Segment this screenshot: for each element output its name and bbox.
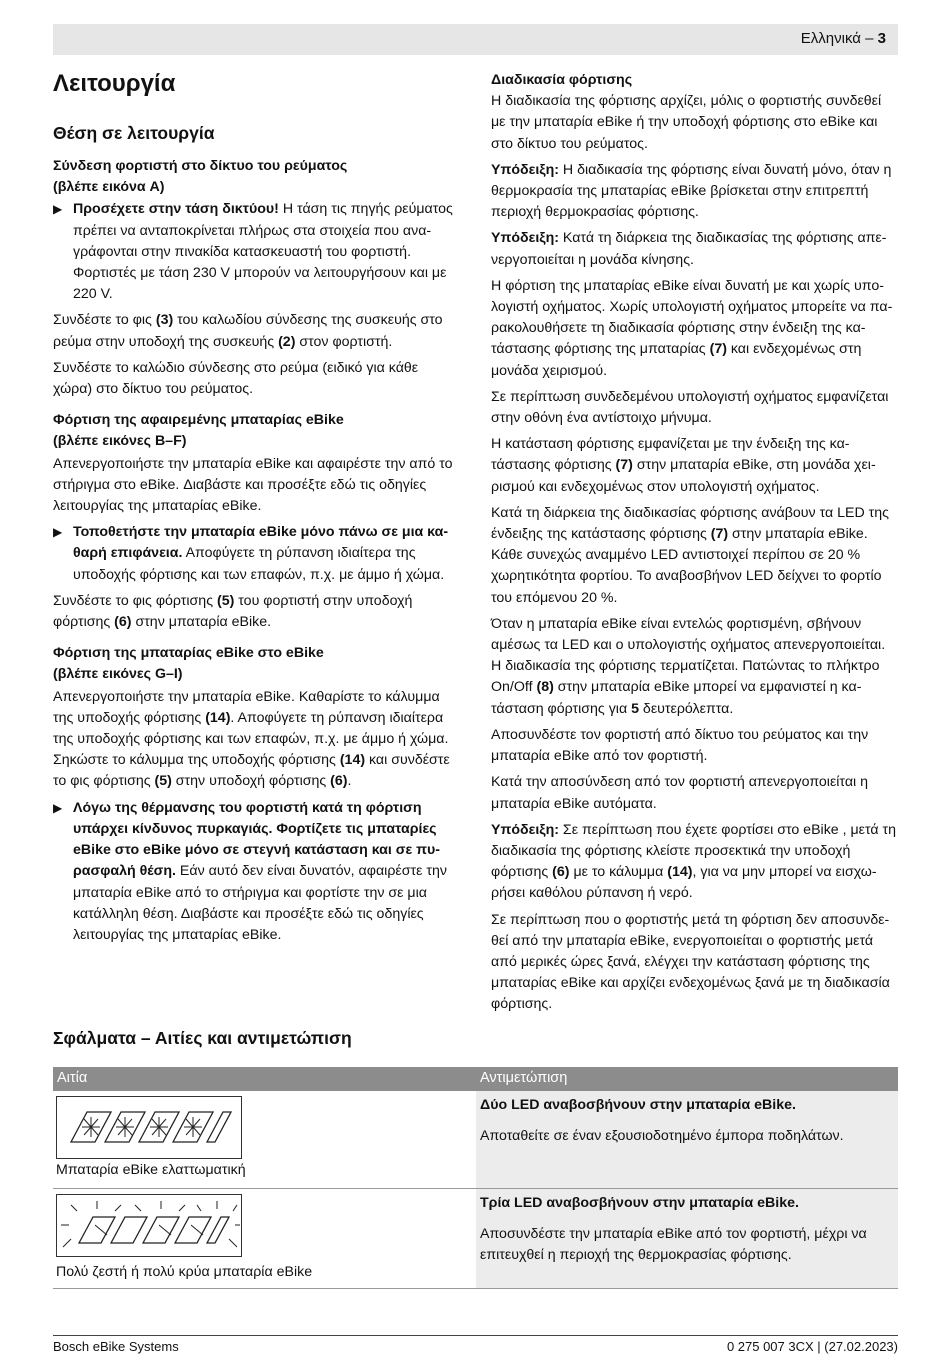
paragraph-remove-battery: Απενεργοποιήστε την μπαταρία eBike και αφαιρέστε την από το στήριγμα στο eBike. Διαβάστε και προσέξτε εδώ τις οδηγίες λειτουργίας της μπαταρίας eBike. xyxy=(53,455,453,515)
footer-doc-id: 0 275 007 3CX | (27.02.2023) xyxy=(726,1339,898,1354)
left-column xyxy=(53,70,461,951)
paragraph-recharge: Σε περίπτωση που ο φορτιστής μετά τη φόρτιση δεν αποσυνδεθεί από την μπαταρία eBike, ενεργοποιείται ο φορτιστής μετά από μερικές ώρες ξανά, ελέγχει την κατάσταση φόρτισης της μπαταρίας eBike και αρχίζει ενδεχομένως ξανά με τη διαδικασία φόρτισης. xyxy=(491,911,890,1013)
warning-voltage-text: Η τάση τις πηγής ρεύματος πρέπει να ανταποκρίνεται πλήρως στα στοιχεία που αναγράφονται στην πινακίδα κατασκευαστή του φορτιστή. Φορτιστές με τάση 230 V μπορούν να λειτουργήσουν και με 220 V. xyxy=(73,201,453,303)
paragraph-status-display: Η κατάσταση φόρτισης εμφανίζεται με την ένδειξη της κατάστασης φόρτισης (7) στην μπαταρία eBike, στη μονάδα χειρισμού και ενδεχομένως στον υπολογιστή οχήματος. xyxy=(491,436,876,495)
remedy-cell xyxy=(476,1091,898,1188)
paragraph-led-meaning: Κατά τη διάρκεια της διαδικασίας φόρτισης ανάβουν τα LED της ένδειξης της κατάστασης φόρτισης (7) στην μπαταρία eBike. Κάθε συνεχώς αναμμένο LED αντιστοιχεί περίπου σε 20 % χωρητικότητα φορτίου. Το αναβοσβήνον LED δείχνει το φορτίο του επόμενου 20 %. xyxy=(491,504,890,606)
cause-text: Πολύ ζεστή ή πολύ κρύα μπαταρία eBike xyxy=(56,1264,313,1280)
errors-table xyxy=(53,1067,898,1289)
note-temperature: Υπόδειξη: Η διαδικασία της φόρτισης είναι δυνατή μόνο, όταν η θερμοκρασία της μπαταρίας eBike βρίσκεται στην επιτρεπτή περιοχή θερμοκρασίας φόρτισης. xyxy=(491,161,892,221)
paragraph-disconnect: Αποσυνδέστε τον φορτιστή από δίκτυο του ρεύματος και την μπαταρία eBike από τον φορτιστή. xyxy=(491,726,869,765)
header-language: Ελληνικά – xyxy=(800,30,874,47)
remedy-cell xyxy=(476,1189,898,1288)
column-remedy: Αντιμετώπιση xyxy=(480,1070,568,1086)
footer-company: Bosch eBike Systems xyxy=(53,1339,179,1354)
heading-charging-process: Διαδικασία φόρτισης xyxy=(491,72,633,88)
remedy-title: Δύο LED αναβοσβήνουν στην μπαταρία eBike. xyxy=(480,1097,796,1113)
remedy-title: Τρία LED αναβοσβήνουν στην μπαταρία eBike. xyxy=(480,1195,799,1211)
page-number: 3 xyxy=(877,30,886,47)
remedy-text: Αποσυνδέστε την μπαταρία eBike από τον φορτιστή, μέχρι να επιτευχθεί η περιοχή της θερμοκρασίας φόρτισης. xyxy=(480,1226,867,1263)
warning-voltage xyxy=(53,199,461,305)
paragraph-charging-start: Η διαδικασία της φόρτισης αρχίζει, μόλις ο φορτιστής συνδεθεί με την μπαταρία eBike ή την υποδοχή φόρτισης στο eBike και στο δίκτυο του ρεύματος. xyxy=(491,93,882,152)
right-column xyxy=(491,70,898,1021)
warning-voltage-bold: Προσέχετε στην τάση δικτύου! xyxy=(73,201,279,218)
footer-divider xyxy=(53,1335,898,1336)
triangle-right-icon: ▶ xyxy=(53,202,63,217)
triangle-right-icon: ▶ xyxy=(53,800,63,815)
paragraph-charge-plug: Συνδέστε το φις φόρτισης (5) του φορτιστή στην υποδοχή φόρτισης (6) στην μπαταρία eBike. xyxy=(53,592,413,631)
cause-text: Μπαταρία eBike ελαττωματική xyxy=(56,1162,246,1178)
header-page-label xyxy=(801,30,886,47)
triangle-right-icon: ▶ xyxy=(53,525,63,540)
note-drive-off: Υπόδειξη: Κατά τη διάρκεια της διαδικασίας της φόρτισης απενεργοποιείται η μονάδα κίνησης. xyxy=(491,230,887,268)
warning-clean-surface: ▶ Τοποθετήστε την μπαταρία eBike μόνο πάνω σε μια καθαρή επιφάνεια. Αποφύγετε τη ρύπανση ιδιαίτερα της υποδοχής φόρτισης και των επαφών, π.χ. με άμμο ή χώμα. xyxy=(53,524,449,583)
paragraph-computer-message: Σε περίπτωση συνδεδεμένου υπολογιστή οχήματος εμφανίζεται στην οθόνη ένα αντίστοιχο μήνυμα. xyxy=(491,388,889,427)
paragraph-auto-off: Κατά την αποσύνδεση από τον φορτιστή απενεργοποιείται η μπαταρία eBike αυτόματα. xyxy=(491,774,869,812)
paragraph-charge-on-ebike: Απενεργοποιήστε την μπαταρία eBike. Καθαρίστε το κάλυμμα της υποδοχής φόρτισης (14). Αποφύγετε τη ρύπανση ιδιαίτερα της υποδοχής φόρτισης και των επαφών, π.χ. με άμμο ή χώμα. Σηκώστε το κάλυμμα της υποδοχής φόρτισης (14) και συνδέστε το φις φόρτισης (5) στην υποδοχή φόρτισης (6). xyxy=(53,688,450,790)
heading-battery-on-ebike-ref: (βλέπε εικόνες G–I) xyxy=(53,666,183,683)
note-close-cover: Υπόδειξη: Σε περίπτωση που έχετε φορτίσει στο eBike , μετά τη διαδικασία της φόρτισης κλείστε προσεκτικά την υποδοχή φόρτισης (6) με το κάλυμμα (14), για να μην μπορεί να εισχωρήσει καθόλου ρύπανση ή νερό. xyxy=(491,821,897,902)
heading-mains-connection: Σύνδεση φορτιστή στο δίκτυο του ρεύματος xyxy=(53,158,348,174)
led-blink-two-icon xyxy=(56,1096,242,1159)
table-row xyxy=(53,1091,898,1189)
paragraph-cable-mains: Συνδέστε το καλώδιο σύνδεσης στο ρεύμα (ειδικό για κάθε χώρα) στο δίκτυο του ρεύματος. xyxy=(53,359,419,398)
section-subtitle: Θέση σε λειτουργία xyxy=(53,123,215,143)
table-row xyxy=(53,1189,898,1289)
paragraph-fully-charged: Όταν η μπαταρία eBike είναι εντελώς φορτισμένη, σβήνουν αμέσως τα LED και ο υπολογιστής οχήματος απενεργοποιείται. Η διαδικασία της φόρτισης τερματίζεται. Πατώντας το πλήκτρο On/Off (8) στην μπαταρία eBike μπορεί να εμφανιστεί η κατάσταση φόρτισης για 5 δευτερόλεπτα. xyxy=(491,615,886,717)
heading-battery-on-ebike: Φόρτιση της μπαταρίας eBike στο eBike xyxy=(53,645,324,662)
heading-mains-connection-ref: (βλέπε εικόνα A) xyxy=(53,179,165,196)
paragraph-plug-connect: Συνδέστε το φις (3) του καλωδίου σύνδεσης της συσκευής στο ρεύμα στην υποδοχή της συσκευής (2) στον φορτιστή. xyxy=(53,312,443,350)
column-cause: Αιτία xyxy=(57,1070,88,1086)
heading-removed-battery-ref: (βλέπε εικόνες B–F) xyxy=(53,433,187,450)
paragraph-with-without-computer: Η φόρτιση της μπαταρίας eBike είναι δυνατή με και χωρίς υπολογιστή οχήματος. Χωρίς υπολογιστή οχήματος μπορείτε να παρακολουθήσετε τη διαδικασία φόρτισης στην ένδειξη της κατάστασης φόρτισης της μπαταρίας (7) και ενδεχομένως στη μονάδα χειρισμού. xyxy=(491,277,893,379)
table-header xyxy=(53,1067,898,1091)
heading-removed-battery: Φόρτιση της αφαιρεμένης μπαταρίας eBike xyxy=(53,412,344,429)
section-title: Λειτουργία xyxy=(53,70,176,97)
led-blink-three-icon xyxy=(56,1194,242,1257)
warning-fire-risk: ▶ Λόγω της θέρμανσης του φορτιστή κατά τη φόρτιση υπάρχει κίνδυνος πυρκαγιάς. Φορτίζετε τις μπαταρίες eBike στο eBike μόνο σε στεγνή κατάσταση και σε πυρασφαλή θέση. Εάν αυτό δεν είναι δυνατόν, αφαιρέστε την μπαταρία eBike από το στήριγμα και φορτίστε την σε μια κατάλληλη θέση. Διαβάστε και προσέξτε εδώ τις οδηγίες λειτουργίας της μπαταρίας eBike. xyxy=(53,799,447,943)
remedy-text: Αποταθείτε σε έναν εξουσιοδοτημένο έμπορα ποδηλάτων. xyxy=(480,1128,844,1144)
page-header xyxy=(53,24,898,55)
errors-title: Σφάλματα – Αιτίες και αντιμετώπιση xyxy=(53,1028,352,1048)
